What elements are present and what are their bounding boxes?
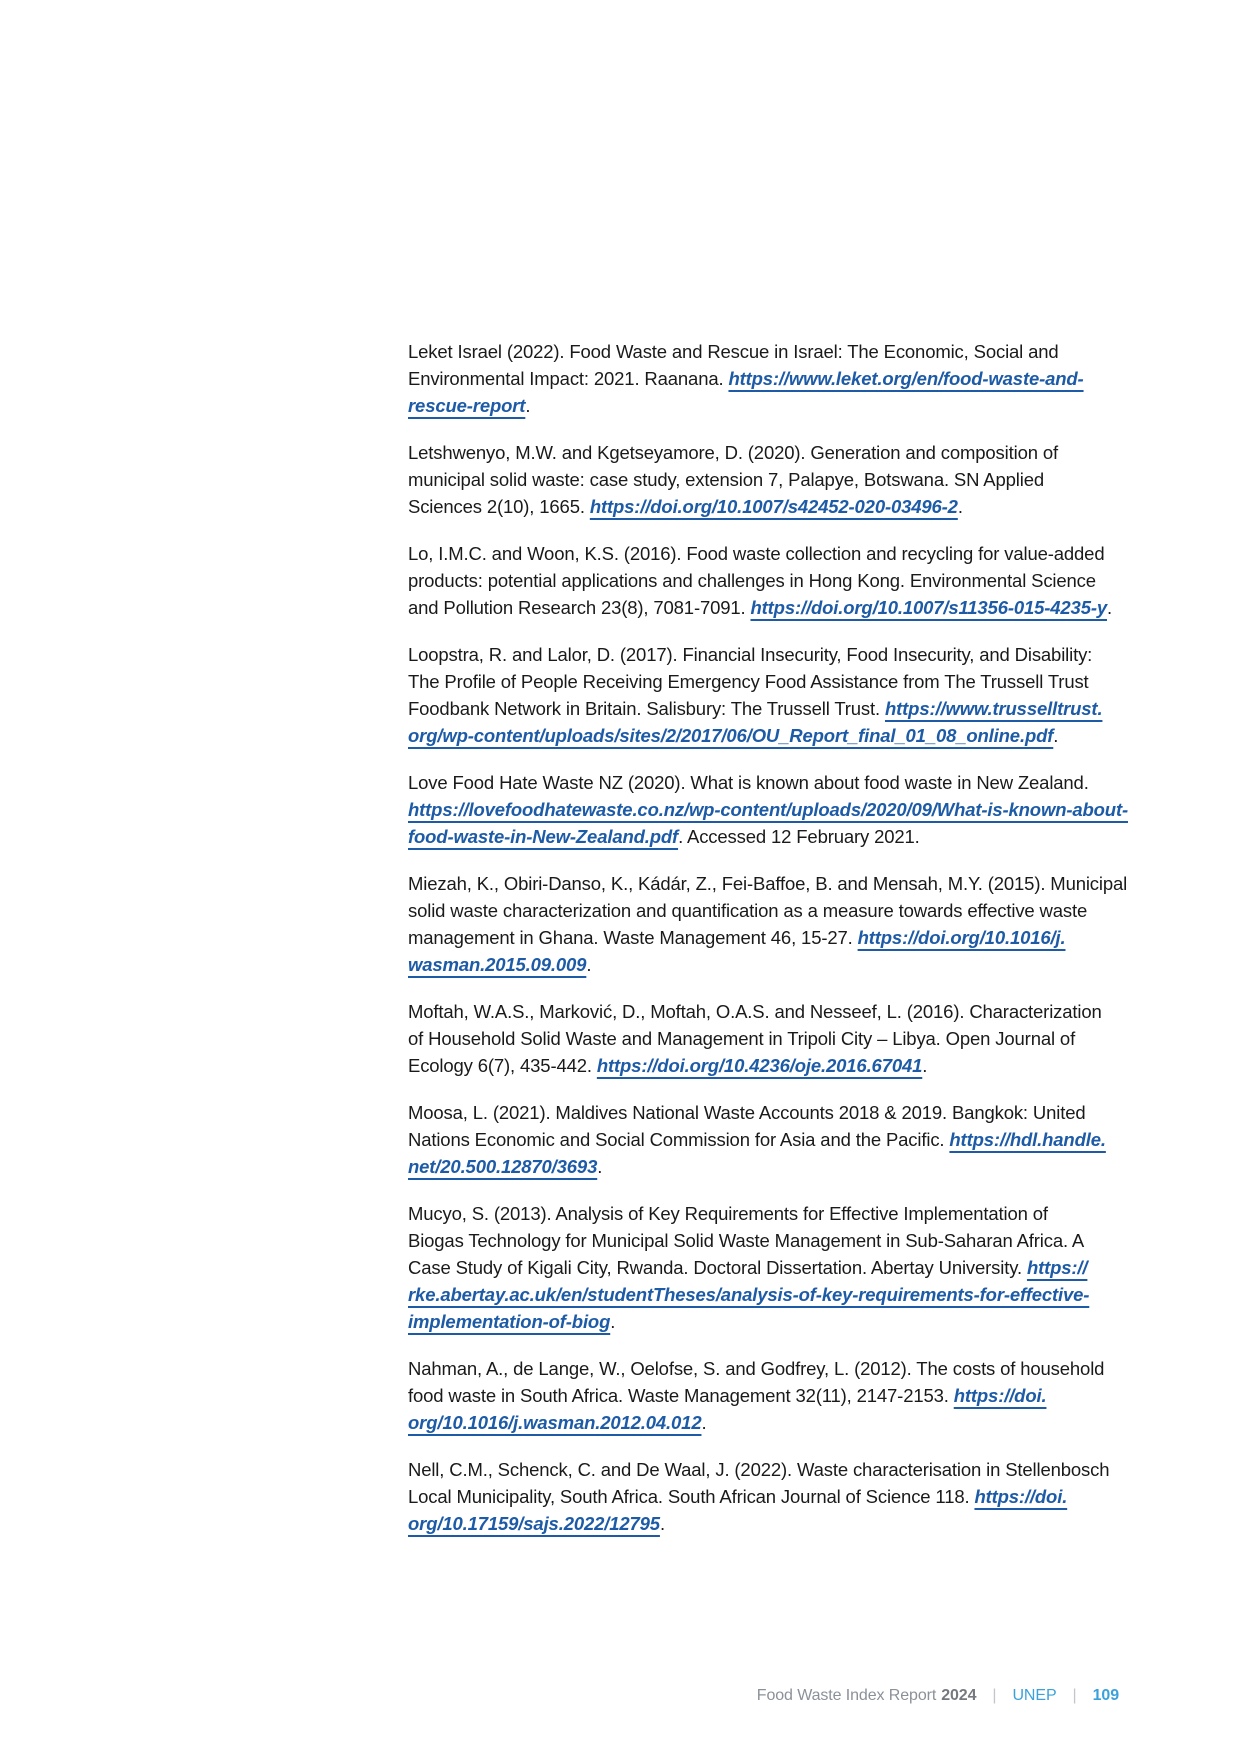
reference-text: solid waste characterization and quantification as a measure towards effective waste [408, 900, 1088, 921]
reference-line [408, 1409, 1128, 1436]
reference-line [408, 722, 1128, 749]
footer-separator: | [992, 1687, 997, 1704]
reference-link[interactable]: wasman.2015.09.009 [408, 954, 587, 975]
reference-link[interactable]: org/10.17159/sajs.2022/12795 [408, 1513, 660, 1534]
reference-text: Local Municipality, South Africa. South African Journal of Science 118. [408, 1486, 975, 1507]
reference-entry [408, 769, 1128, 850]
reference-line [408, 897, 1128, 924]
reference-text: Leket Israel (2022). Food Waste and Rescue in Israel: The Economic, Social and [408, 341, 1059, 362]
reference-line [408, 769, 1128, 796]
reference-line [408, 439, 1128, 466]
reference-text: . [1053, 725, 1059, 746]
reference-text: Nell, C.M., Schenck, C. and De Waal, J. (2022). Waste characterisation in Stellenbosch [408, 1459, 1110, 1480]
reference-line [408, 365, 1128, 392]
footer-page-number: 109 [1092, 1687, 1119, 1704]
reference-link[interactable]: https://lovefoodhatewaste.co.nz/wp-content/uploads/2020/09/What-is-known-about- [408, 799, 1128, 820]
reference-text: Mucyo, S. (2013). Analysis of Key Requirements for Effective Implementation of [408, 1203, 1048, 1224]
reference-line [408, 1227, 1128, 1254]
reference-line [408, 1456, 1128, 1483]
reference-line [408, 392, 1128, 419]
reference-link[interactable]: net/20.500.12870/3693 [408, 1156, 598, 1177]
reference-text: Biogas Technology for Municipal Solid Waste Management in Sub-Saharan Africa. A [408, 1230, 1085, 1251]
reference-text: food waste in South Africa. Waste Management 32(11), 2147-2153. [408, 1385, 954, 1406]
reference-text: municipal solid waste: case study, extension 7, Palapye, Botswana. SN Applied [408, 469, 1044, 490]
reference-text: . [610, 1311, 616, 1332]
reference-link[interactable]: rke.abertay.ac.uk/en/studentTheses/analysis-of-key-requirements-for-effective- [408, 1284, 1090, 1305]
reference-text: Nations Economic and Social Commission for Asia and the Pacific. [408, 1129, 950, 1150]
reference-text: . [525, 395, 531, 416]
reference-line [408, 951, 1128, 978]
references-list [408, 338, 1128, 1557]
reference-entry [408, 998, 1128, 1079]
reference-text: Moftah, W.A.S., Marković, D., Moftah, O.A.S. and Nesseef, L. (2016). Characterization [408, 1001, 1102, 1022]
reference-line [408, 1200, 1128, 1227]
reference-text: . Accessed 12 February 2021. [678, 826, 920, 847]
reference-line [408, 1254, 1128, 1281]
reference-line [408, 1052, 1128, 1079]
reference-link[interactable]: https://doi.org/10.1007/s11356-015-4235-y [750, 597, 1107, 618]
reference-line [408, 1510, 1128, 1537]
reference-text: Loopstra, R. and Lalor, D. (2017). Financial Insecurity, Food Insecurity, and Disability: [408, 644, 1093, 665]
reference-text: . [597, 1156, 603, 1177]
reference-text: . [659, 1513, 665, 1534]
reference-text: Case Study of Kigali City, Rwanda. Doctoral Dissertation. Abertay University. [408, 1257, 1027, 1278]
reference-line [408, 1153, 1128, 1180]
reference-line [408, 998, 1128, 1025]
reference-link[interactable]: food-waste-in-New-Zealand.pdf [408, 826, 679, 847]
reference-link[interactable]: org/wp-content/uploads/sites/2/2017/06/OU_Report_final_01_08_online.pdf [408, 725, 1054, 746]
reference-link[interactable]: https://doi.org/10.4236/oje.2016.67041 [596, 1055, 923, 1076]
footer-report-year: 2024 [941, 1687, 977, 1704]
reference-line [408, 1126, 1128, 1153]
reference-link[interactable]: https://doi. [953, 1385, 1047, 1406]
reference-line [408, 1099, 1128, 1126]
reference-link[interactable]: https:// [1026, 1257, 1088, 1278]
footer-report-title: Food Waste Index Report [756, 1687, 937, 1704]
reference-line [408, 1382, 1128, 1409]
reference-text: and Pollution Research 23(8), 7081-7091. [408, 597, 751, 618]
reference-link[interactable]: https://doi.org/10.1007/s42452-020-03496-2 [589, 496, 958, 517]
reference-text: Foodbank Network in Britain. Salisbury: The Trussell Trust. [408, 698, 885, 719]
reference-entry [408, 1456, 1128, 1537]
reference-text: management in Ghana. Waste Management 46, 15-27. [408, 927, 858, 948]
page-footer [757, 1687, 1119, 1705]
reference-link[interactable]: https://www.trusselltrust. [885, 698, 1103, 719]
reference-text: . [586, 954, 592, 975]
reference-entry [408, 870, 1128, 978]
reference-text: Lo, I.M.C. and Woon, K.S. (2016). Food waste collection and recycling for value-added [408, 543, 1105, 564]
reference-link[interactable]: https://doi.org/10.1016/j. [857, 927, 1066, 948]
reference-text: Love Food Hate Waste NZ (2020). What is known about food waste in New Zealand. [408, 772, 1089, 793]
reference-entry [408, 1200, 1128, 1335]
reference-line [408, 695, 1128, 722]
reference-entry [408, 1099, 1128, 1180]
reference-text: Moosa, L. (2021). Maldives National Waste Accounts 2018 & 2019. Bangkok: United [408, 1102, 1086, 1123]
reference-line [408, 823, 1128, 850]
reference-text: . [957, 496, 963, 517]
reference-link[interactable]: https://hdl.handle. [949, 1129, 1106, 1150]
reference-text: of Household Solid Waste and Management in Tripoli City – Libya. Open Journal of [408, 1028, 1076, 1049]
reference-line [408, 338, 1128, 365]
reference-entry [408, 1355, 1128, 1436]
reference-text: Environmental Impact: 2021. Raanana. [408, 368, 729, 389]
reference-text: Ecology 6(7), 435-442. [408, 1055, 597, 1076]
reference-line [408, 924, 1128, 951]
reference-line [408, 493, 1128, 520]
reference-link[interactable]: https://www.leket.org/en/food-waste-and- [728, 368, 1084, 389]
reference-text: . [701, 1412, 707, 1433]
reference-line [408, 668, 1128, 695]
reference-line [408, 1483, 1128, 1510]
footer-org: UNEP [1012, 1687, 1057, 1704]
reference-line [408, 870, 1128, 897]
reference-line [408, 466, 1128, 493]
reference-link[interactable]: rescue-report [408, 395, 526, 416]
reference-line [408, 1308, 1128, 1335]
reference-text: Sciences 2(10), 1665. [408, 496, 590, 517]
reference-line [408, 796, 1128, 823]
reference-line [408, 1025, 1128, 1052]
reference-text: Letshwenyo, M.W. and Kgetseyamore, D. (2020). Generation and composition of [408, 442, 1058, 463]
reference-text: Nahman, A., de Lange, W., Oelofse, S. and Godfrey, L. (2012). The costs of household [408, 1358, 1105, 1379]
reference-entry [408, 338, 1128, 419]
footer-separator: | [1072, 1687, 1077, 1704]
reference-entry [408, 439, 1128, 520]
reference-line [408, 1281, 1128, 1308]
reference-link[interactable]: https://doi. [974, 1486, 1068, 1507]
reference-entry [408, 641, 1128, 749]
reference-line [408, 1355, 1128, 1382]
reference-text: . [922, 1055, 928, 1076]
reference-link[interactable]: implementation-of-biog [408, 1311, 611, 1332]
reference-entry [408, 540, 1128, 621]
reference-text: products: potential applications and challenges in Hong Kong. Environmental Science [408, 570, 1096, 591]
reference-text: . [1107, 597, 1112, 618]
reference-link[interactable]: org/10.1016/j.wasman.2012.04.012 [408, 1412, 702, 1433]
reference-text: Miezah, K., Obiri-Danso, K., Kádár, Z., Fei-Baffoe, B. and Mensah, M.Y. (2015). Municipal [408, 873, 1128, 894]
reference-line [408, 567, 1128, 594]
reference-line [408, 641, 1128, 668]
reference-text: The Profile of People Receiving Emergency Food Assistance from The Trussell Trust [408, 671, 1089, 692]
reference-line [408, 594, 1128, 621]
reference-line [408, 540, 1128, 567]
